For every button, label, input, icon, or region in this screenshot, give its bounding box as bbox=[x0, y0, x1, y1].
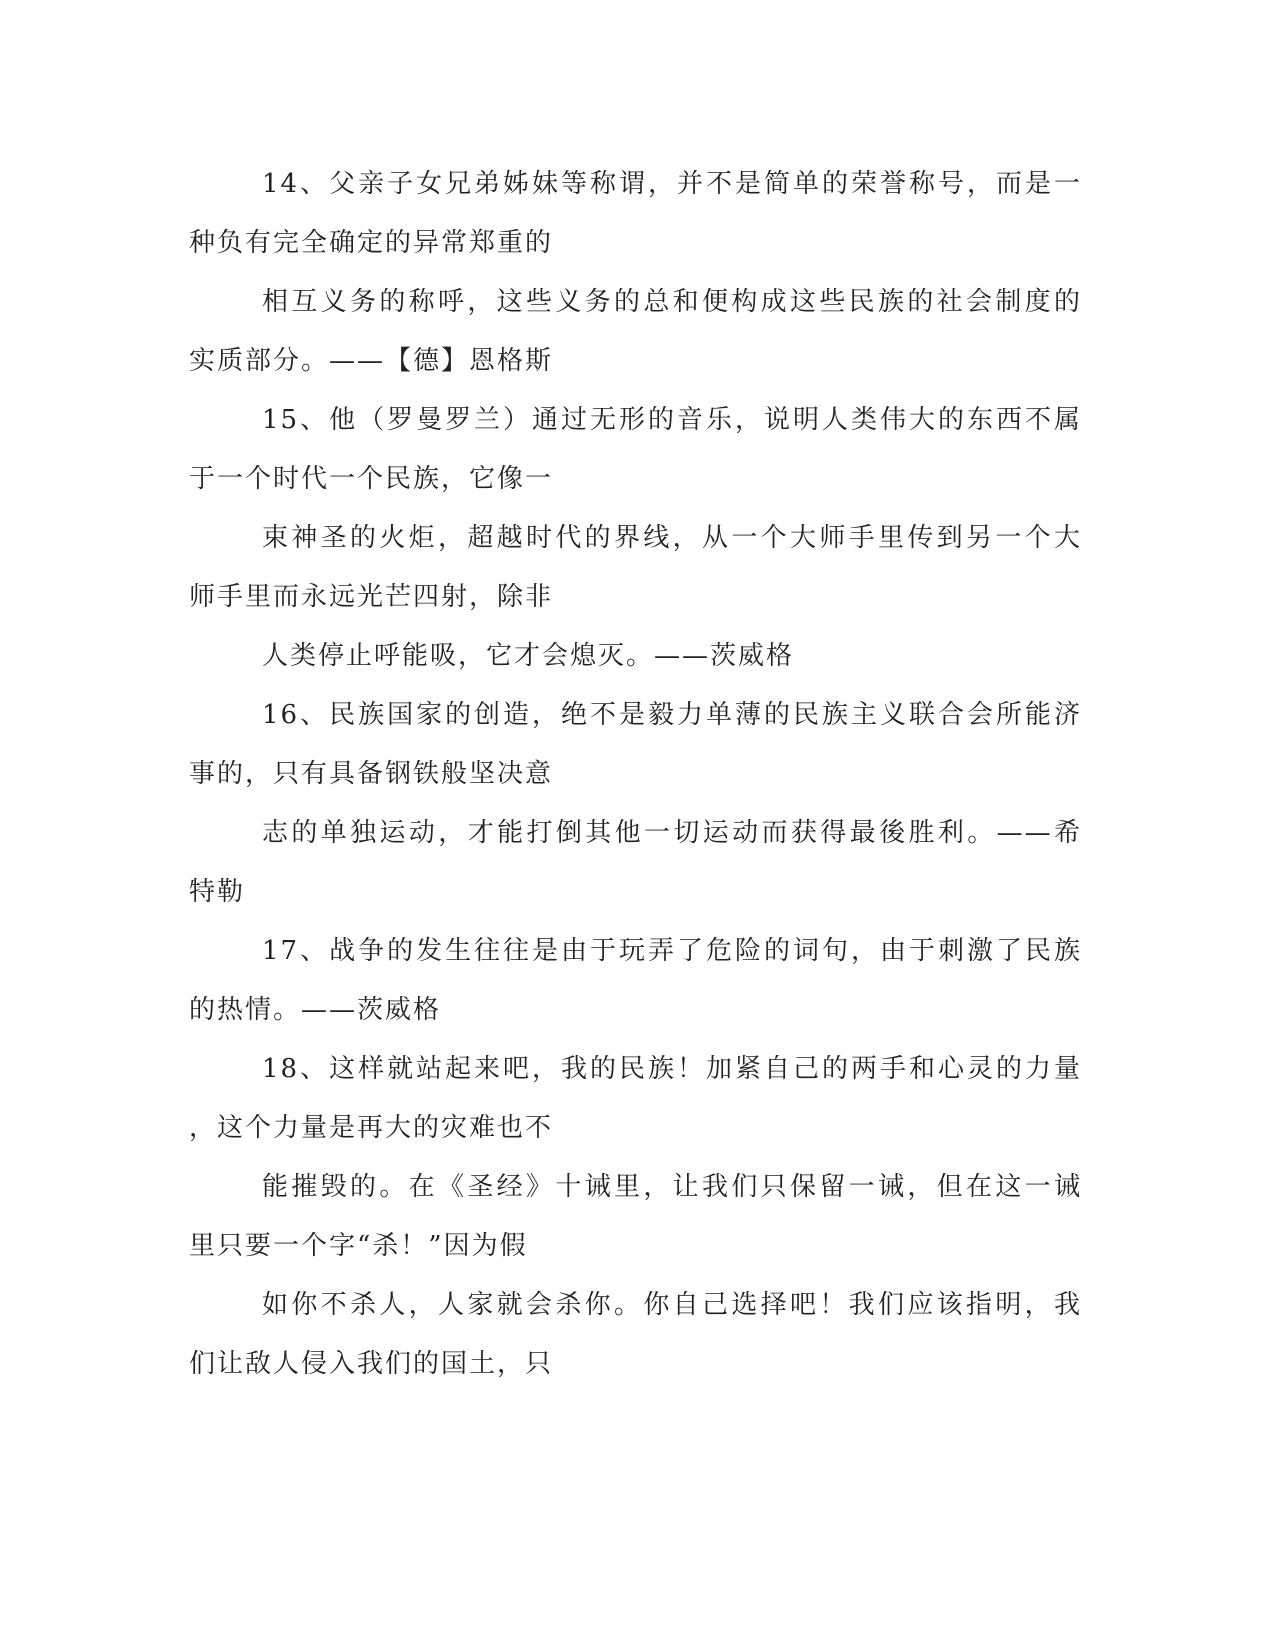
text-line: 能摧毁的。在《圣经》十诫里，让我们只保留一诫，但在这一诫 bbox=[262, 1172, 1082, 1202]
text-line: 如你不杀人，人家就会杀你。你自己选择吧！我们应该指明，我 bbox=[262, 1290, 1082, 1320]
text-line: 特勒 bbox=[189, 877, 246, 907]
text-line: 里只要一个字“杀！”因为假 bbox=[189, 1231, 528, 1261]
text-line: 18、这样就站起来吧，我的民族！加紧自己的两手和心灵的力量 bbox=[262, 1054, 1082, 1084]
text-line: 14、父亲子女兄弟姊妹等称谓，并不是简单的荣誉称号，而是一 bbox=[262, 169, 1082, 199]
text-line: 15、他（罗曼罗兰）通过无形的音乐，说明人类伟大的东西不属 bbox=[262, 405, 1082, 435]
text-line: 志的单独运动，才能打倒其他一切运动而获得最後胜利。——希 bbox=[262, 818, 1082, 848]
text-line: 们让敌人侵入我们的国土，只 bbox=[189, 1349, 554, 1379]
text-line: 种负有完全确定的异常郑重的 bbox=[189, 228, 554, 258]
text-line: 17、战争的发生往往是由于玩弄了危险的词句，由于刺激了民族 bbox=[262, 936, 1082, 966]
text-line: 师手里而永远光芒四射，除非 bbox=[189, 582, 554, 612]
text-line: 的热情。——茨威格 bbox=[189, 995, 442, 1025]
text-line: 束神圣的火炬，超越时代的界线，从一个大师手里传到另一个大 bbox=[262, 523, 1082, 553]
text-line: 实质部分。——【德】恩格斯 bbox=[189, 346, 554, 376]
text-line: 16、民族国家的创造，绝不是毅力单薄的民族主义联合会所能济 bbox=[262, 700, 1082, 730]
text-line: 事的，只有具备钢铁般坚决意 bbox=[189, 759, 554, 789]
text-line: 于一个时代一个民族，它像一 bbox=[189, 464, 554, 494]
text-line: ，这个力量是再大的灾难也不 bbox=[189, 1113, 554, 1143]
text-line: 人类停止呼能吸，它才会熄灭。——茨威格 bbox=[262, 641, 795, 671]
text-line: 相互义务的称呼，这些义务的总和便构成这些民族的社会制度的 bbox=[262, 287, 1082, 317]
